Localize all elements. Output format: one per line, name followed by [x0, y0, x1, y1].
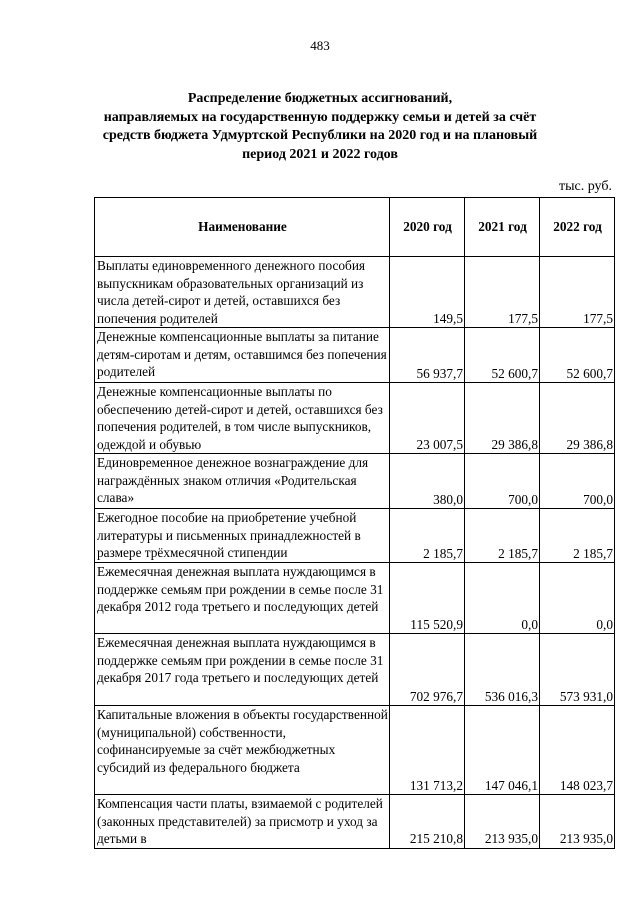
row-name: Компенсация части платы, взимаемой с родителей (законных представителей) за присмотр и уход за детьми в [95, 795, 390, 849]
row-name: Ежемесячная денежная выплата нуждающимся в поддержке семьям при рождении в семье после 31 декабря 2012 года третьего и последующих детей [95, 563, 390, 634]
row-name: Ежегодное пособие на приобретение учебной литературы и письменных принадлежностей в размере трёхмесячной стипендии [95, 509, 390, 563]
value-2020: 115 520,9 [390, 563, 465, 634]
row-name: Единовременное денежное вознаграждение для награждённых знаком отличия «Родительская слава» [95, 454, 390, 509]
value-2020: 215 210,8 [390, 795, 465, 849]
value-2022: 0,0 [540, 563, 615, 634]
column-header-2020: 2020 год [390, 198, 465, 257]
value-2020: 149,5 [390, 257, 465, 328]
table-row [95, 509, 615, 563]
column-header-2022: 2022 год [540, 198, 615, 257]
row-name: Капитальные вложения в объекты государственной (муниципальной) собственности, софинансируемые за счёт межбюджетных субсидий из федерального бюджета [95, 706, 390, 795]
value-2022: 148 023,7 [540, 706, 615, 795]
row-name: Выплаты единовременного денежного пособия выпускникам образовательных организаций из числа детей-сирот и детей, оставшихся без попечения родителей [95, 257, 390, 328]
row-name: Ежемесячная денежная выплата нуждающимся в поддержке семьям при рождении в семье после 31 декабря 2017 года третьего и последующих детей [95, 634, 390, 706]
value-2021: 147 046,1 [465, 706, 540, 795]
value-2021: 0,0 [465, 563, 540, 634]
table-header-row [95, 198, 615, 257]
value-2020: 702 976,7 [390, 634, 465, 706]
value-2020: 23 007,5 [390, 383, 465, 454]
value-2020: 56 937,7 [390, 328, 465, 383]
row-name: Денежные компенсационные выплаты за питание детям-сиротам и детям, оставшимся без попечения родителей [95, 328, 390, 383]
table-row [95, 454, 615, 509]
value-2022: 573 931,0 [540, 634, 615, 706]
table-row [95, 257, 615, 328]
title-line: период 2021 и 2022 годов [242, 146, 398, 162]
document-title [60, 90, 580, 164]
title-line: направляемых на государственную поддержку семьи и детей за счёт [103, 109, 537, 125]
value-2022: 52 600,7 [540, 328, 615, 383]
value-2022: 700,0 [540, 454, 615, 509]
title-line: Распределение бюджетных ассигнований, [187, 91, 453, 106]
value-2021: 213 935,0 [465, 795, 540, 849]
table-row [95, 706, 615, 795]
value-2022: 213 935,0 [540, 795, 615, 849]
allocation-table [94, 197, 615, 849]
value-2022: 29 386,8 [540, 383, 615, 454]
table-row [95, 634, 615, 706]
value-2020: 131 713,2 [390, 706, 465, 795]
page-number: 483 [310, 38, 330, 53]
value-2021: 700,0 [465, 454, 540, 509]
table-row [95, 328, 615, 383]
value-2021: 177,5 [465, 257, 540, 328]
value-2021: 2 185,7 [465, 509, 540, 563]
table-row [95, 383, 615, 454]
column-header-name: Наименование [95, 198, 390, 257]
table-row [95, 563, 615, 634]
value-2020: 380,0 [390, 454, 465, 509]
value-2021: 29 386,8 [465, 383, 540, 454]
value-2020: 2 185,7 [390, 509, 465, 563]
column-header-2021: 2021 год [465, 198, 540, 257]
units-label: тыс. руб. [559, 179, 612, 194]
table-row [95, 795, 615, 849]
value-2022: 177,5 [540, 257, 615, 328]
value-2022: 2 185,7 [540, 509, 615, 563]
value-2021: 536 016,3 [465, 634, 540, 706]
title-line: средств бюджета Удмуртской Республики на 2020 год и на плановый [102, 128, 538, 143]
value-2021: 52 600,7 [465, 328, 540, 383]
row-name: Денежные компенсационные выплаты по обеспечению детей-сирот и детей, оставшихся без попечения родителей, в том числе выпускников, одеждой и обувью [95, 383, 390, 454]
